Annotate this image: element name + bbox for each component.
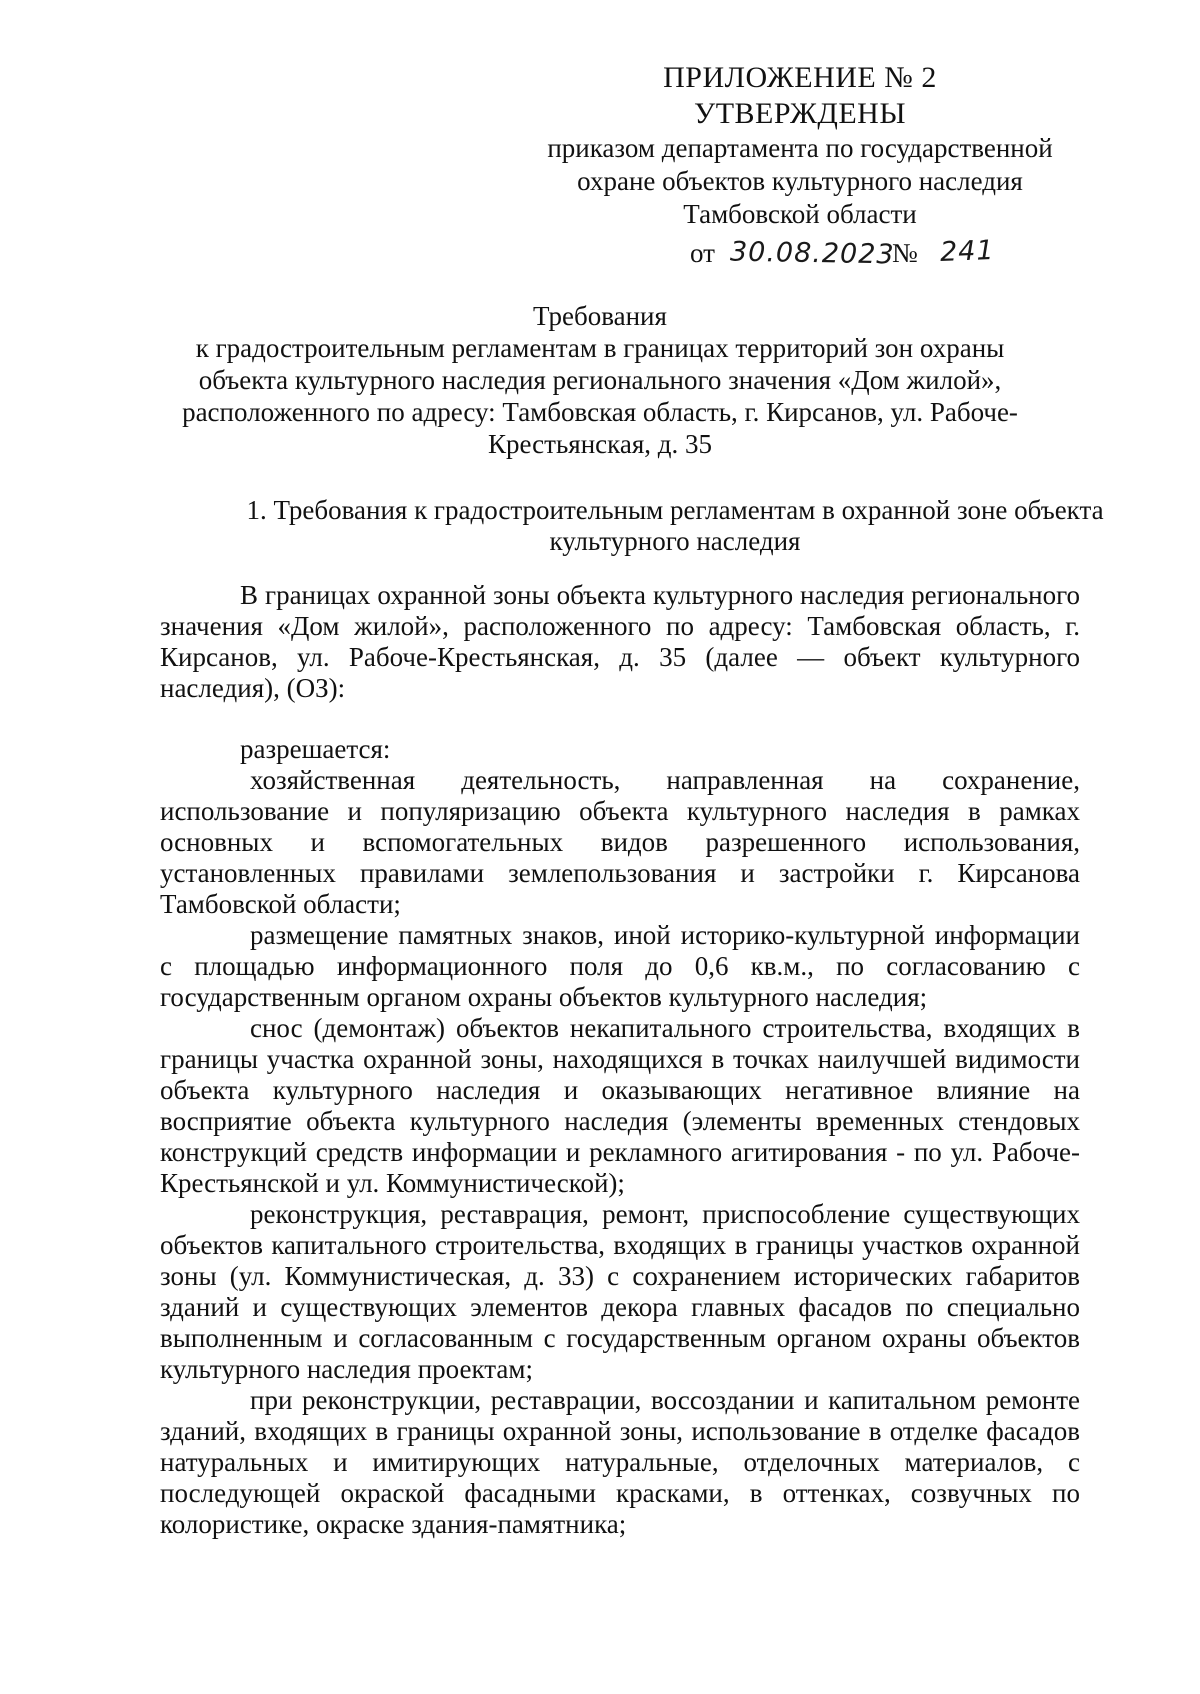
title-line-2: к градостроительным регламентам в границах территорий зон охраны объекта культурного наследия регионального значения «Дом жилой», расположенного по адресу: Тамбовская область, г. Кирсанов, ул. Рабоче-Крестьянская, д. 35 bbox=[182, 333, 1018, 459]
number-sign: № bbox=[892, 238, 918, 268]
order-date-line bbox=[520, 233, 1080, 273]
intro-paragraph: В границах охранной зоны объекта культурного наследия регионального значения «Дом жилой», расположенного по адресу: Тамбовская область, г. Кирсанов, ул. Рабоче-Крестьянская, д. 35 (далее — объект культурного наследия), (ОЗ): bbox=[160, 580, 1080, 703]
handwritten-date: 30.08.2023 bbox=[729, 236, 895, 271]
list-item: при реконструкции, реставрации, воссоздании и капитальном ремонте зданий, входящих в границы охранной зоны, использование в отделке фасадов натуральных и имитирующих натуральные, отделочных материалов, с последующей окраской фасадными красками, в оттенках, созвучных по колористике, окраске здания-памятника; bbox=[160, 1385, 1080, 1539]
document-body bbox=[160, 580, 1080, 1540]
list-item: снос (демонтаж) объектов некапитального строительства, входящих в границы участка охранной зоны, находящихся в точках наилучшей видимости объекта культурного наследия и оказывающих негативное влияние на восприятие объекта культурного наследия (элементы временных стендовых конструкций средств информации и рекламного агитирования - по ул. Рабоче-Крестьянской и ул. Коммунистической); bbox=[160, 1013, 1080, 1198]
approved-label: УТВЕРЖДЕНЫ bbox=[693, 97, 907, 130]
list-item: размещение памятных знаков, иной историко-культурной информации с площадью информационного поля до 0,6 кв.м., по согласованию с государственным органом охраны объектов культурного наследия; bbox=[160, 920, 1080, 1012]
order-line-2: охране объектов культурного наследия bbox=[577, 166, 1023, 196]
section-heading: 1. Требования к градостроительным регламентам в охранной зоне объекта культурного наследия bbox=[246, 495, 1104, 556]
from-label: от bbox=[690, 238, 715, 268]
order-line-1: приказом департамента по государственной bbox=[547, 133, 1053, 163]
title-line-1: Требования bbox=[533, 301, 667, 331]
appendix-label: ПРИЛОЖЕНИЕ № 2 bbox=[663, 61, 937, 94]
document-title bbox=[160, 300, 1040, 460]
approval-header bbox=[520, 60, 1080, 273]
allowed-label: разрешается: bbox=[240, 734, 391, 764]
list-item: реконструкция, реставрация, ремонт, приспособление существующих объектов капитального строительства, входящих в границы участков охранной зоны (ул. Коммунистическая, д. 33) с сохранением исторических габаритов зданий и существующих элементов декора главных фасадов по специально выполненным и согласованным с государственным органом охраны объектов культурного наследия проектам; bbox=[160, 1199, 1080, 1384]
order-line-3: Тамбовской области bbox=[683, 199, 917, 229]
list-item: хозяйственная деятельность, направленная на сохранение, использование и популяризацию объекта культурного наследия в рамках основных и вспомогательных видов разрешенного использования, установленных правилами землепользования и застройки г. Кирсанова Тамбовской области; bbox=[160, 765, 1080, 919]
handwritten-number: 241 bbox=[939, 235, 996, 268]
